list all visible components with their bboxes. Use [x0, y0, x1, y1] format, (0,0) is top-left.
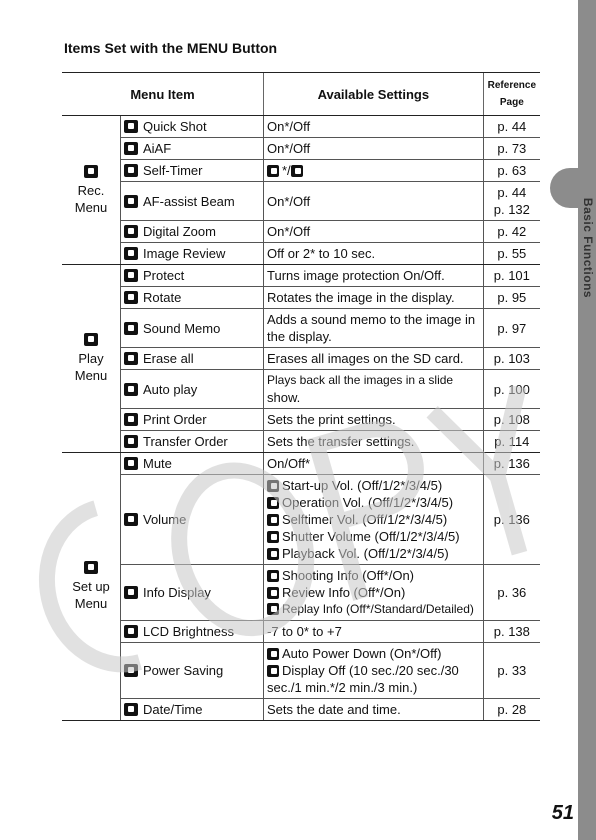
menu-item-cell	[121, 287, 264, 309]
settings-cell	[264, 699, 484, 721]
table-row	[62, 409, 540, 431]
settings-cell	[264, 138, 484, 160]
menu-item-label: Sound Memo	[143, 320, 221, 336]
settings-text	[267, 679, 480, 696]
settings-value: Start-up Vol. (Off/1/2*/3/4/5)	[282, 478, 443, 493]
settings-cell	[264, 243, 484, 265]
reference-page: p. 100	[493, 381, 530, 397]
settings-text	[267, 528, 480, 545]
menu-item-cell	[121, 565, 264, 621]
reference-cell	[483, 475, 540, 565]
menu-item-label: Erase all	[143, 351, 194, 366]
reference-page: p. 95	[497, 290, 527, 305]
reference-page: p. 42	[497, 224, 527, 239]
reference-cell	[483, 699, 540, 721]
settings-value: Sets the transfer settings.	[267, 434, 415, 449]
reference-page: p. 136	[493, 456, 530, 471]
settings-text	[267, 223, 480, 240]
reference-cell	[483, 138, 540, 160]
mute-icon	[124, 457, 138, 470]
settings-cell	[264, 621, 484, 643]
settings-text	[267, 433, 480, 450]
menu-item-label: LCD Brightness	[143, 624, 235, 639]
settings-text	[267, 389, 480, 406]
reference-cell	[483, 243, 540, 265]
volume-icon	[124, 513, 138, 526]
settings-value: On*/Off	[267, 193, 311, 209]
table-row	[62, 475, 540, 565]
info-display-icon	[124, 586, 138, 599]
menu-item-label: Info Display	[143, 585, 211, 600]
image-review-icon	[124, 247, 138, 260]
settings-value: Playback Vol. (Off/1/2*/3/4/5)	[282, 546, 449, 561]
reference-page: p. 36	[497, 585, 527, 600]
settings-cell	[264, 348, 484, 370]
menu-item-label: Quick Shot	[143, 119, 207, 134]
menu-item-cell	[121, 309, 264, 348]
settings-value: Erases all images on the SD card.	[267, 351, 464, 366]
menu-item-label: Volume	[143, 512, 187, 527]
microphone-icon	[124, 322, 138, 335]
auto-play-icon	[124, 383, 138, 396]
timer-10s-icon	[267, 165, 279, 177]
setting-icon	[267, 570, 279, 582]
settings-text	[267, 545, 480, 562]
menu-item-label: Mute	[143, 456, 172, 471]
settings-cell	[264, 431, 484, 453]
settings-text	[267, 494, 480, 511]
quick-shot-icon	[124, 120, 138, 133]
reference-page: p. 28	[497, 702, 527, 717]
settings-text	[267, 511, 480, 528]
settings-value: Rotates the image in the display.	[267, 290, 455, 305]
menu-item-cell	[121, 221, 264, 243]
setting-icon	[267, 665, 279, 677]
menu-item-label: Auto play	[143, 381, 198, 397]
clock-icon	[124, 703, 138, 716]
erase-icon	[124, 352, 138, 365]
menu-item-label: AF-assist Beam	[143, 193, 235, 209]
rotate-icon	[124, 291, 138, 304]
menu-item-label: Image Review	[143, 246, 226, 261]
settings-text	[267, 601, 480, 618]
settings-value: -7 to 0* to +7	[267, 624, 342, 639]
table-body	[62, 116, 540, 721]
reference-page: p. 138	[493, 624, 530, 639]
reference-cell	[483, 265, 540, 287]
table-row	[62, 243, 540, 265]
settings-cell	[264, 409, 484, 431]
settings-cell	[264, 116, 484, 138]
table-row	[62, 138, 540, 160]
settings-value: On*/Off	[267, 119, 311, 134]
setting-icon	[267, 497, 279, 509]
brightness-icon	[124, 625, 138, 638]
settings-value: the display.	[267, 329, 332, 344]
setting-icon	[267, 548, 279, 560]
power-saving-icon	[124, 664, 138, 677]
settings-text	[267, 567, 480, 584]
table-row	[62, 287, 540, 309]
table-row	[62, 116, 540, 138]
side-tab-bar	[578, 0, 596, 840]
menu-item-cell	[121, 265, 264, 287]
reference-page: p. 73	[497, 141, 527, 156]
menu-item-label: Print Order	[143, 412, 207, 427]
setting-icon	[267, 603, 279, 615]
table-row	[62, 221, 540, 243]
menu-item-label: Power Saving	[143, 663, 224, 678]
protect-icon	[124, 269, 138, 282]
menu-item-cell	[121, 453, 264, 475]
settings-text	[267, 162, 480, 179]
reference-cell	[483, 453, 540, 475]
menu-item-label: Digital Zoom	[143, 224, 216, 239]
header-ref-line2: Page	[499, 97, 524, 108]
settings-text	[267, 245, 480, 262]
reference-page: p. 44	[497, 119, 527, 134]
reference-cell	[483, 182, 540, 221]
self-timer-icon	[124, 164, 138, 177]
reference-cell	[483, 160, 540, 182]
settings-cell	[264, 160, 484, 182]
settings-cell	[264, 182, 484, 221]
settings-text	[267, 118, 480, 135]
menu-item-cell	[121, 116, 264, 138]
reference-cell	[483, 116, 540, 138]
settings-text	[267, 477, 480, 494]
settings-text	[267, 140, 480, 157]
menu-item-cell	[121, 370, 264, 409]
menu-item-cell	[121, 348, 264, 370]
settings-text	[267, 311, 480, 328]
reference-page: p. 103	[493, 351, 530, 366]
setting-icon	[267, 587, 279, 599]
reference-cell	[483, 409, 540, 431]
settings-value: Display Off (10 sec./20 sec./30	[282, 663, 459, 678]
settings-value: Adds a sound memo to the image in	[267, 312, 476, 327]
setting-icon	[267, 480, 279, 492]
reference-page: p. 132	[493, 202, 530, 217]
settings-cell	[264, 565, 484, 621]
reference-page: p. 101	[493, 268, 530, 283]
section-title: Items Set with the MENU Button	[64, 40, 278, 56]
menu-item-label: Self-Timer	[143, 163, 203, 178]
reference-page: p. 108	[493, 412, 530, 427]
camera-icon	[84, 165, 98, 178]
play-icon	[84, 333, 98, 346]
settings-text	[267, 372, 480, 389]
settings-text	[267, 701, 480, 718]
menu-item-cell	[121, 699, 264, 721]
menu-item-cell	[121, 431, 264, 453]
settings-value: Plays back all the images in a slide	[267, 373, 454, 387]
table-row	[62, 431, 540, 453]
settings-cell	[264, 453, 484, 475]
category-label: Menu	[74, 199, 108, 215]
menu-item-cell	[121, 409, 264, 431]
settings-value: On/Off*	[267, 456, 311, 471]
settings-value: Replay Info (Off*/Standard/Detailed)	[282, 602, 474, 616]
reference-cell	[483, 309, 540, 348]
table-row	[62, 160, 540, 182]
reference-cell	[483, 431, 540, 453]
settings-value: Selftimer Vol. (Off/1/2*/3/4/5)	[282, 512, 448, 527]
reference-page: p. 63	[497, 163, 527, 178]
table-row	[62, 453, 540, 475]
reference-cell	[483, 348, 540, 370]
reference-cell	[483, 643, 540, 699]
menu-item-label: Date/Time	[143, 702, 203, 717]
reference-cell	[483, 221, 540, 243]
settings-value: Sets the date and time.	[267, 702, 401, 717]
settings-text	[267, 328, 480, 345]
transfer-icon	[124, 435, 138, 448]
reference-page: p. 55	[497, 246, 527, 261]
reference-cell	[483, 287, 540, 309]
menu-item-cell	[121, 138, 264, 160]
settings-cell	[264, 287, 484, 309]
print-icon	[124, 413, 138, 426]
category-label: Set up	[72, 579, 110, 594]
table-row	[62, 309, 540, 348]
side-label: Basic Functions	[581, 197, 595, 299]
menu-item-cell	[121, 643, 264, 699]
settings-text	[267, 645, 480, 662]
settings-value: sec./1 min.*/2 min./3 min.)	[267, 680, 418, 695]
header-available-settings: Available Settings	[264, 73, 484, 116]
table-row	[62, 699, 540, 721]
settings-value: show.	[267, 390, 301, 405]
reference-page: p. 97	[497, 320, 527, 336]
menu-item-cell	[121, 475, 264, 565]
settings-cell	[264, 475, 484, 565]
menu-item-cell	[121, 243, 264, 265]
settings-value: Off or 2* to 10 sec.	[267, 246, 376, 261]
reference-cell	[483, 370, 540, 409]
af-assist-icon	[124, 195, 138, 208]
setting-icon	[267, 531, 279, 543]
table-row	[62, 643, 540, 699]
settings-value: On*/Off	[267, 141, 311, 156]
menu-category	[62, 116, 121, 265]
settings-cell	[264, 309, 484, 348]
header-menu-item: Menu Item	[62, 73, 264, 116]
category-label: Rec.	[77, 182, 105, 198]
table-row	[62, 565, 540, 621]
settings-value: Auto Power Down (On*/Off)	[282, 646, 442, 661]
settings-value: Sets the print settings.	[267, 412, 396, 427]
page-number: 51	[551, 802, 574, 824]
aiaf-icon	[124, 142, 138, 155]
digital-zoom-icon	[124, 225, 138, 238]
settings-cell	[264, 643, 484, 699]
settings-text	[267, 623, 480, 640]
header-ref-line1: Reference	[487, 80, 536, 91]
settings-value: Operation Vol. (Off/1/2*/3/4/5)	[282, 495, 454, 510]
menu-item-cell	[121, 160, 264, 182]
table-row	[62, 182, 540, 221]
settings-cell	[264, 370, 484, 409]
category-label: Menu	[74, 368, 108, 383]
settings-text	[267, 584, 480, 601]
setting-icon	[267, 648, 279, 660]
settings-value: Review Info (Off*/On)	[282, 585, 406, 600]
settings-text	[267, 267, 480, 284]
menu-item-cell	[121, 182, 264, 221]
reference-page: p. 44	[497, 185, 527, 200]
settings-value: On*/Off	[267, 224, 311, 239]
setup-icon	[84, 561, 98, 574]
category-label: Play	[78, 351, 104, 366]
table-row	[62, 265, 540, 287]
settings-value: Turns image protection On/Off.	[267, 268, 445, 283]
table-row	[62, 621, 540, 643]
settings-value: Shutter Volume (Off/1/2*/3/4/5)	[282, 529, 460, 544]
settings-text	[267, 350, 480, 367]
settings-value: */	[282, 163, 291, 178]
menu-item-label: Transfer Order	[143, 434, 228, 449]
reference-page: p. 114	[494, 434, 530, 449]
setting-icon	[267, 514, 279, 526]
table-row	[62, 370, 540, 409]
menu-items-table	[62, 72, 540, 721]
menu-item-label: AiAF	[143, 141, 172, 156]
settings-text	[267, 289, 480, 306]
settings-cell	[264, 221, 484, 243]
header-reference-page	[483, 73, 540, 116]
menu-item-label: Rotate	[143, 290, 182, 305]
settings-text	[267, 455, 480, 472]
menu-item-label: Protect	[143, 268, 185, 283]
reference-page: p. 136	[493, 512, 530, 527]
table-row	[62, 348, 540, 370]
settings-cell	[264, 265, 484, 287]
menu-category	[62, 265, 121, 453]
settings-text	[267, 411, 480, 428]
menu-item-cell	[121, 621, 264, 643]
settings-text	[267, 662, 480, 679]
settings-value: Shooting Info (Off*/On)	[282, 568, 414, 583]
reference-page: p. 33	[497, 663, 527, 678]
menu-category	[62, 453, 121, 721]
settings-text	[267, 193, 480, 210]
timer-2s-icon	[291, 165, 303, 177]
reference-cell	[483, 565, 540, 621]
reference-cell	[483, 621, 540, 643]
category-label: Menu	[74, 596, 108, 611]
